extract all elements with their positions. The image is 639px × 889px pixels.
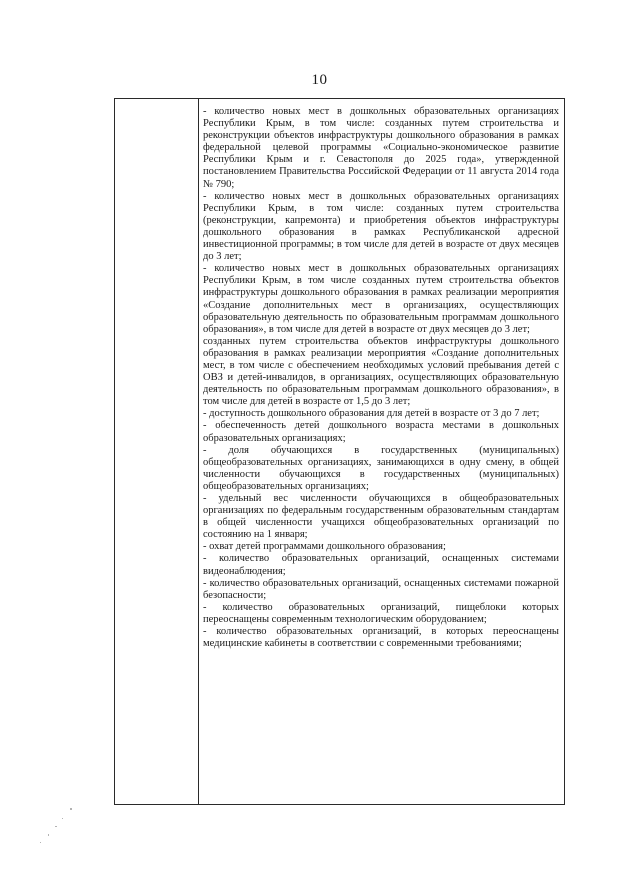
indicator-paragraph: созданных путем строительства объектов инфраструктуры дошкольного образования в рамках реализации мероприятия «Создание дополнительных мест, в том числе с обеспечением необходимых условий пребывания детей с ОВЗ и детей-инвалидов, в организациях, осуществляющих образовательную деятельность по образовательным программам дошкольного образования», в том числе для детей в возрасте от 1,5 до 3 лет; xyxy=(203,335,559,408)
indicator-paragraph: - количество новых мест в дошкольных образовательных организациях Республики Крым, в том числе: созданных путем строительства и реконструкции объектов инфраструктуры дошкольного образования в рамках федеральной целевой программы «Социально-экономическое развитие Республики Крым и г. Севастополя до 2025 года», утвержденной постановлением Правительства Российской Федерации от 11 августа 2014 года № 790; xyxy=(203,106,559,190)
scan-speck xyxy=(62,818,63,819)
indicator-paragraph: - удельный вес численности обучающихся в общеобразовательных организациях по федеральным государственным образовательным стандартам в общей численности учащихся общеобразовательных организаций по состоянию на 1 января; xyxy=(203,493,559,541)
indicator-paragraph: - количество образовательных организаций, пищеблоки которых переоснащены современным технологическим оборудованием; xyxy=(203,601,559,625)
table-left-column xyxy=(115,99,199,804)
indicator-paragraph: - количество новых мест в дошкольных образовательных организациях Республики Крым, в том числе: созданных путем строительства (реконструкции, капремонта) и приобретения объектов инфраструктуры дошкольного образования в рамках Республиканской адресной инвестиционной программы; в том числе для детей в возрасте от двух месяцев до 3 лет; xyxy=(203,190,559,263)
indicator-paragraph: - доля обучающихся в государственных (муниципальных) общеобразовательных организациях, занимающихся в одну смену, в общей численности обучающихся в государственных (муниципальных) общеобразовательных организациях; xyxy=(203,444,559,492)
scan-speck xyxy=(48,834,49,836)
indicator-paragraph: - количество образовательных организаций, оснащенных системами пожарной безопасности; xyxy=(203,577,559,601)
page-number: 10 xyxy=(311,72,328,88)
scan-speck xyxy=(40,842,41,843)
indicator-paragraph: - количество образовательных организаций, оснащенных системами видеонаблюдения; xyxy=(203,553,559,577)
indicator-paragraph: - обеспеченность детей дошкольного возраста местами в дошкольных образовательных организациях; xyxy=(203,420,559,444)
table-right-column xyxy=(203,106,559,650)
indicator-paragraph: - количество новых мест в дошкольных образовательных организациях Республики Крым, в том числе созданных путем строительства объектов инфраструктуры дошкольного образования в рамках реализации мероприятия «Создание дополнительных мест в организациях, осуществляющих образовательную деятельность по образовательным программам дошкольного образования», в том числе для детей в возрасте от двух месяцев до 3 лет; xyxy=(203,263,559,335)
indicator-paragraph: - охват детей программами дошкольного образования; xyxy=(203,541,446,553)
indicator-paragraph: - доступность дошкольного образования для детей в возрасте от 3 до 7 лет; xyxy=(203,408,540,420)
indicator-paragraph: - количество образовательных организаций, в которых переоснащены медицинские кабинеты в соответствии с современными требованиями; xyxy=(203,626,559,650)
scan-speck xyxy=(55,826,57,827)
indicators-table xyxy=(114,98,565,805)
scan-speck xyxy=(70,808,72,810)
